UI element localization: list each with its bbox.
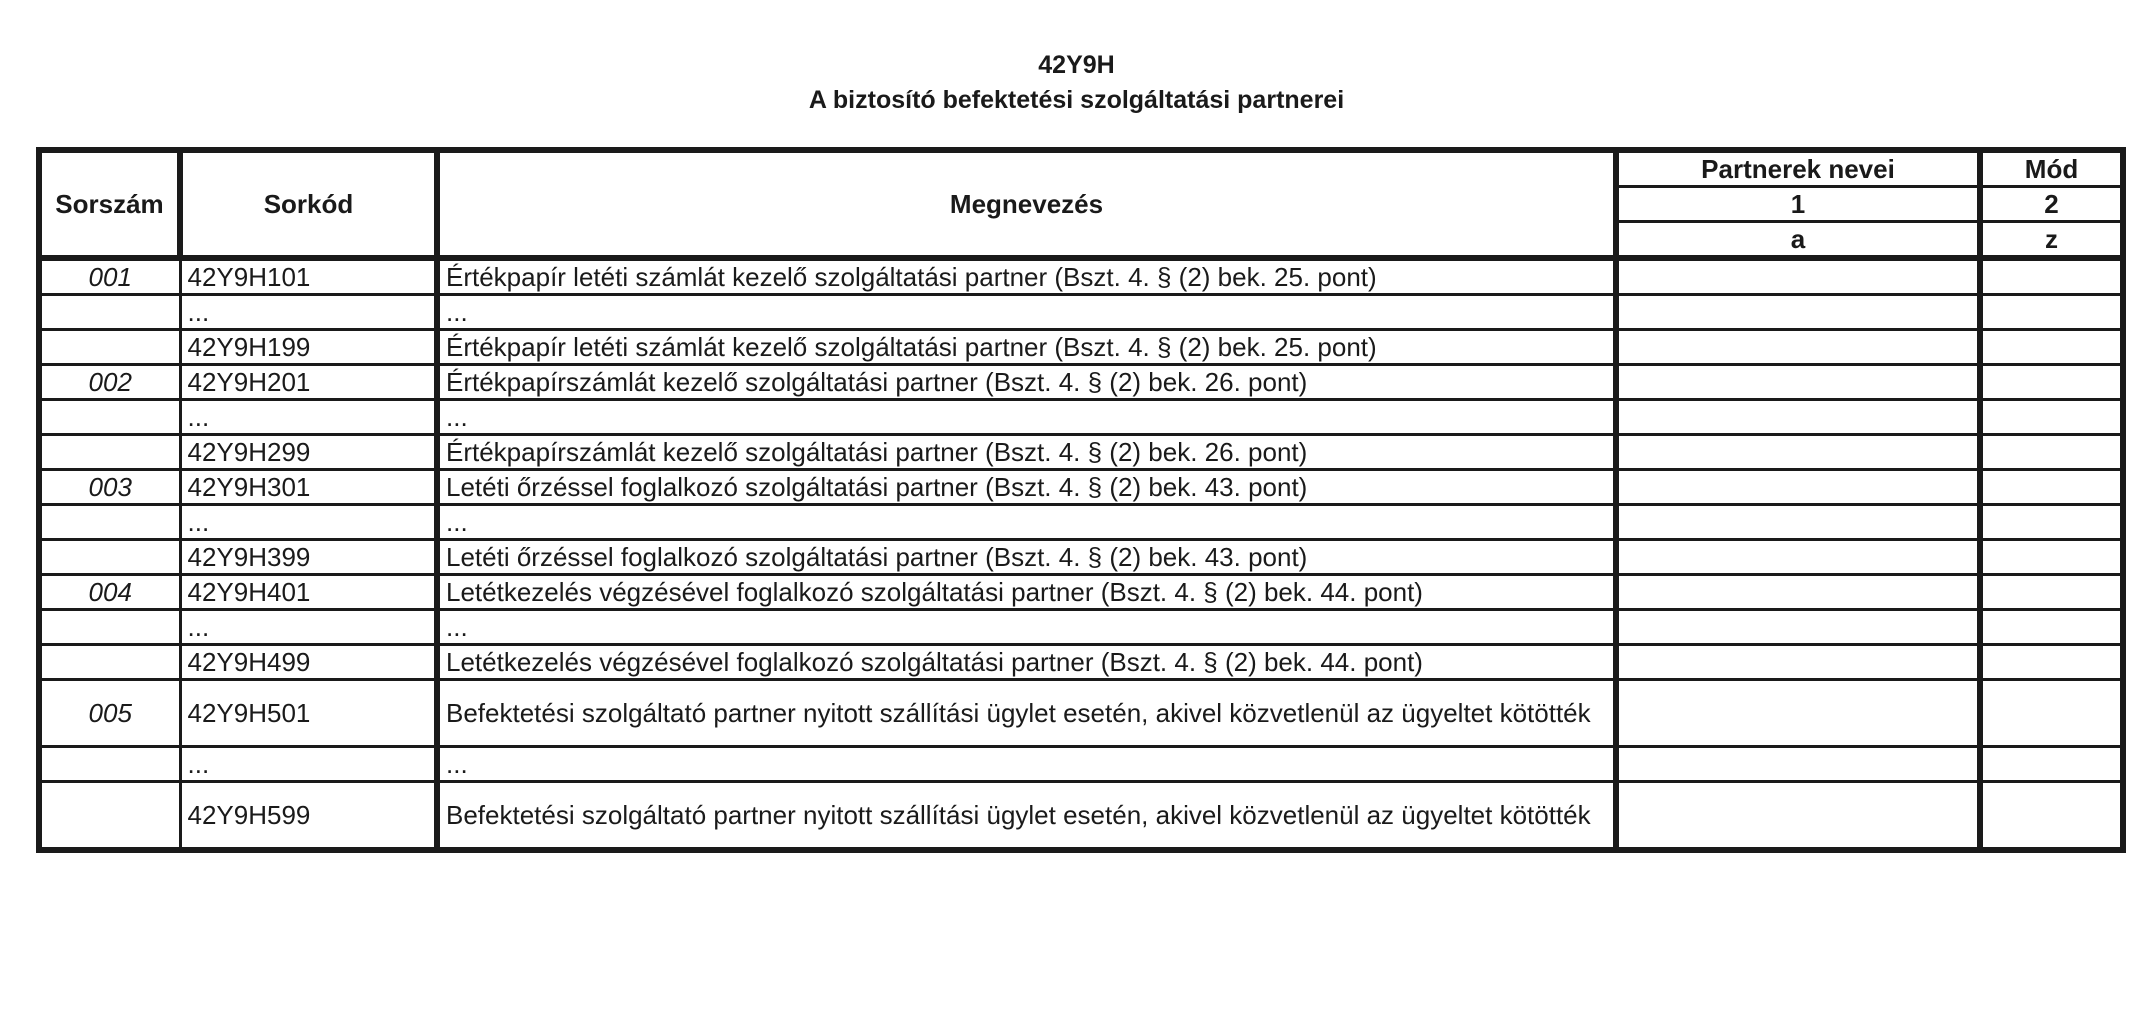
document-title: A biztosító befektetési szolgáltatási partnerei <box>808 86 1345 114</box>
row-sorkod: 42Y9H201 <box>180 365 437 400</box>
row-megnevezes: Letétkezelés végzésével foglalkozó szolgáltatási partner (Bszt. 4. § (2) bek. 44. pont) <box>437 575 1616 610</box>
row-sorszam <box>39 505 180 540</box>
table-row <box>39 645 2123 680</box>
row-sorkod: 42Y9H299 <box>180 435 437 470</box>
table-row <box>39 258 2123 295</box>
header-col1-number: 1 <box>1616 187 1980 222</box>
row-sorszam <box>39 610 180 645</box>
partner-name-cell[interactable] <box>1616 295 1980 330</box>
header-col1-letter: a <box>1616 222 1980 259</box>
row-megnevezes: Értékpapír letéti számlát kezelő szolgáltatási partner (Bszt. 4. § (2) bek. 25. pont) <box>437 258 1616 295</box>
row-sorkod: 42Y9H399 <box>180 540 437 575</box>
row-megnevezes: Értékpapírszámlát kezelő szolgáltatási partner (Bszt. 4. § (2) bek. 26. pont) <box>437 365 1616 400</box>
mode-cell[interactable] <box>1980 365 2123 400</box>
partner-name-cell[interactable] <box>1616 258 1980 295</box>
partner-name-cell[interactable] <box>1616 645 1980 680</box>
partner-name-cell[interactable] <box>1616 680 1980 747</box>
row-megnevezes: ... <box>437 747 1616 782</box>
header-sorkod: Sorkód <box>180 150 437 258</box>
mode-cell[interactable] <box>1980 575 2123 610</box>
table-row <box>39 295 2123 330</box>
header-col2-number: 2 <box>1980 187 2123 222</box>
row-sorszam <box>39 295 180 330</box>
partner-name-cell[interactable] <box>1616 400 1980 435</box>
row-sorkod: 42Y9H301 <box>180 470 437 505</box>
row-megnevezes: Letéti őrzéssel foglalkozó szolgáltatási partner (Bszt. 4. § (2) bek. 43. pont) <box>437 470 1616 505</box>
mode-cell[interactable] <box>1980 295 2123 330</box>
header-mod: Mód <box>1980 150 2123 187</box>
row-sorkod: 42Y9H501 <box>180 680 437 747</box>
mode-cell[interactable] <box>1980 680 2123 747</box>
row-sorszam <box>39 540 180 575</box>
mode-cell[interactable] <box>1980 400 2123 435</box>
partner-name-cell[interactable] <box>1616 505 1980 540</box>
table-row <box>39 782 2123 851</box>
partners-table <box>36 147 2126 853</box>
row-megnevezes: Letétkezelés végzésével foglalkozó szolgáltatási partner (Bszt. 4. § (2) bek. 44. pont) <box>437 645 1616 680</box>
mode-cell[interactable] <box>1980 330 2123 365</box>
row-megnevezes: Letéti őrzéssel foglalkozó szolgáltatási partner (Bszt. 4. § (2) bek. 43. pont) <box>437 540 1616 575</box>
row-megnevezes: ... <box>437 295 1616 330</box>
partner-name-cell[interactable] <box>1616 747 1980 782</box>
table-row <box>39 400 2123 435</box>
row-sorszam <box>39 435 180 470</box>
row-sorszam: 003 <box>39 470 180 505</box>
row-sorszam <box>39 782 180 851</box>
row-megnevezes: Befektetési szolgáltató partner nyitott szállítási ügylet esetén, akivel közvetlenül az ügyeltet kötötték <box>437 680 1616 747</box>
header-sorszam: Sorszám <box>39 150 180 258</box>
table-row <box>39 435 2123 470</box>
row-sorszam: 005 <box>39 680 180 747</box>
row-sorszam <box>39 330 180 365</box>
mode-cell[interactable] <box>1980 540 2123 575</box>
row-sorszam <box>39 747 180 782</box>
table-row <box>39 505 2123 540</box>
document-header <box>0 48 2153 118</box>
row-megnevezes: ... <box>437 400 1616 435</box>
row-megnevezes: ... <box>437 505 1616 540</box>
table-row <box>39 365 2123 400</box>
row-sorszam: 002 <box>39 365 180 400</box>
table-row <box>39 330 2123 365</box>
row-sorszam: 004 <box>39 575 180 610</box>
row-sorszam: 001 <box>39 258 180 295</box>
row-megnevezes: Értékpapírszámlát kezelő szolgáltatási partner (Bszt. 4. § (2) bek. 26. pont) <box>437 435 1616 470</box>
partner-name-cell[interactable] <box>1616 470 1980 505</box>
table-row <box>39 575 2123 610</box>
row-sorszam <box>39 400 180 435</box>
partner-name-cell[interactable] <box>1616 435 1980 470</box>
row-sorkod: ... <box>180 747 437 782</box>
header-partnerek-nevei: Partnerek nevei <box>1616 150 1980 187</box>
row-sorszam <box>39 645 180 680</box>
partner-name-cell[interactable] <box>1616 575 1980 610</box>
mode-cell[interactable] <box>1980 610 2123 645</box>
row-megnevezes: ... <box>437 610 1616 645</box>
partner-name-cell[interactable] <box>1616 330 1980 365</box>
row-megnevezes: Befektetési szolgáltató partner nyitott szállítási ügylet esetén, akivel közvetlenül az ügyeltet kötötték <box>437 782 1616 851</box>
table-row <box>39 610 2123 645</box>
partner-name-cell[interactable] <box>1616 365 1980 400</box>
row-sorkod: ... <box>180 505 437 540</box>
table-row <box>39 470 2123 505</box>
row-sorkod: 42Y9H401 <box>180 575 437 610</box>
row-sorkod: 42Y9H101 <box>180 258 437 295</box>
partner-name-cell[interactable] <box>1616 540 1980 575</box>
mode-cell[interactable] <box>1980 747 2123 782</box>
row-sorkod: ... <box>180 610 437 645</box>
row-sorkod: 42Y9H199 <box>180 330 437 365</box>
row-sorkod: ... <box>180 400 437 435</box>
row-megnevezes: Értékpapír letéti számlát kezelő szolgáltatási partner (Bszt. 4. § (2) bek. 25. pont) <box>437 330 1616 365</box>
header-col2-letter: z <box>1980 222 2123 259</box>
partner-name-cell[interactable] <box>1616 610 1980 645</box>
mode-cell[interactable] <box>1980 505 2123 540</box>
partner-name-cell[interactable] <box>1616 782 1980 851</box>
table-row <box>39 680 2123 747</box>
mode-cell[interactable] <box>1980 470 2123 505</box>
document-code: 42Y9H <box>1038 51 1115 79</box>
table-row <box>39 747 2123 782</box>
mode-cell[interactable] <box>1980 258 2123 295</box>
row-sorkod: 42Y9H599 <box>180 782 437 851</box>
mode-cell[interactable] <box>1980 435 2123 470</box>
table-row <box>39 540 2123 575</box>
mode-cell[interactable] <box>1980 782 2123 851</box>
row-sorkod: ... <box>180 295 437 330</box>
row-sorkod: 42Y9H499 <box>180 645 437 680</box>
mode-cell[interactable] <box>1980 645 2123 680</box>
header-megnevezes: Megnevezés <box>437 150 1616 258</box>
